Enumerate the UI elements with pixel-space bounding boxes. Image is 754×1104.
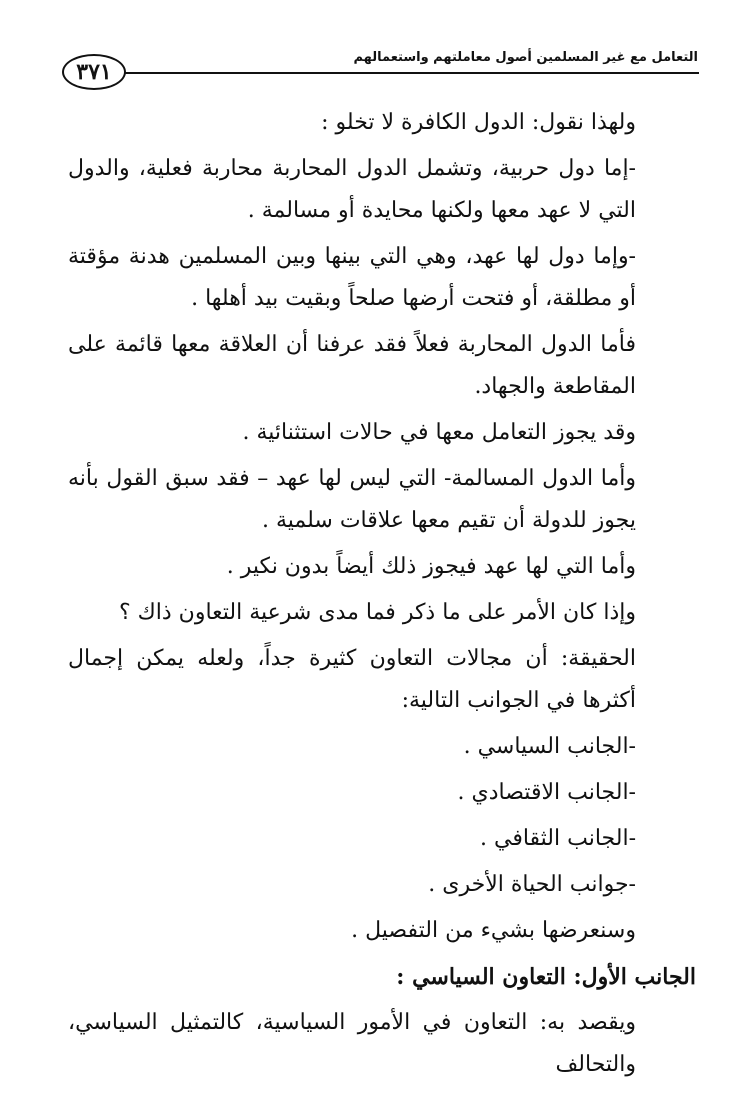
running-title: التعامل مع غير المسلمين أصول معاملتهم واستعمالهم: [353, 50, 698, 65]
paragraph: وإذا كان الأمر على ما ذكر فما مدى شرعية التعاون ذاك ؟: [118, 600, 636, 625]
list-item: -جوانب الحياة الأخرى .: [428, 872, 636, 897]
page-body: [68, 102, 696, 1090]
list-item: -الجانب السياسي .: [463, 734, 636, 759]
header-rule: [124, 72, 699, 74]
paragraph: وسنعرضها بشيء من التفصيل .: [351, 918, 636, 943]
list-item: -الجانب الثقافي .: [480, 826, 636, 851]
paragraph: -وإما دول لها عهد، وهي التي بينها وبين المسلمين هدنة مؤقتة أو مطلقة، أو فتحت أرضها صلحاً وبقيت بيد أهلها .: [68, 244, 636, 311]
page-header: [0, 0, 754, 100]
section-heading: الجانب الأول: التعاون السياسي :: [396, 964, 696, 990]
paragraph: ويقصد به: التعاون في الأمور السياسية، كالتمثيل السياسي، والتحالف: [68, 1010, 636, 1077]
paragraph: فأما الدول المحاربة فعلاً فقد عرفنا أن العلاقة معها قائمة على المقاطعة والجهاد.: [68, 332, 636, 399]
paragraph: وأما الدول المسالمة- التي ليس لها عهد – فقد سبق القول بأنه يجوز للدولة أن تقيم معها علاقات سلمية .: [68, 466, 636, 533]
page-number: ٣٧١: [62, 54, 126, 90]
list-item: -الجانب الاقتصادي .: [457, 780, 636, 805]
paragraph: الحقيقة: أن مجالات التعاون كثيرة جداً، ولعله يمكن إجمال أكثرها في الجوانب التالية:: [68, 646, 636, 713]
paragraph: وأما التي لها عهد فيجوز ذلك أيضاً بدون نكير .: [226, 554, 636, 579]
paragraph: ولهذا نقول: الدول الكافرة لا تخلو :: [321, 110, 636, 135]
paragraph: -إما دول حربية، وتشمل الدول المحاربة محاربة فعلية، والدول التي لا عهد معها ولكنها محايدة أو مسالمة .: [68, 156, 636, 223]
paragraph: وقد يجوز التعامل معها في حالات استثنائية .: [242, 420, 636, 445]
